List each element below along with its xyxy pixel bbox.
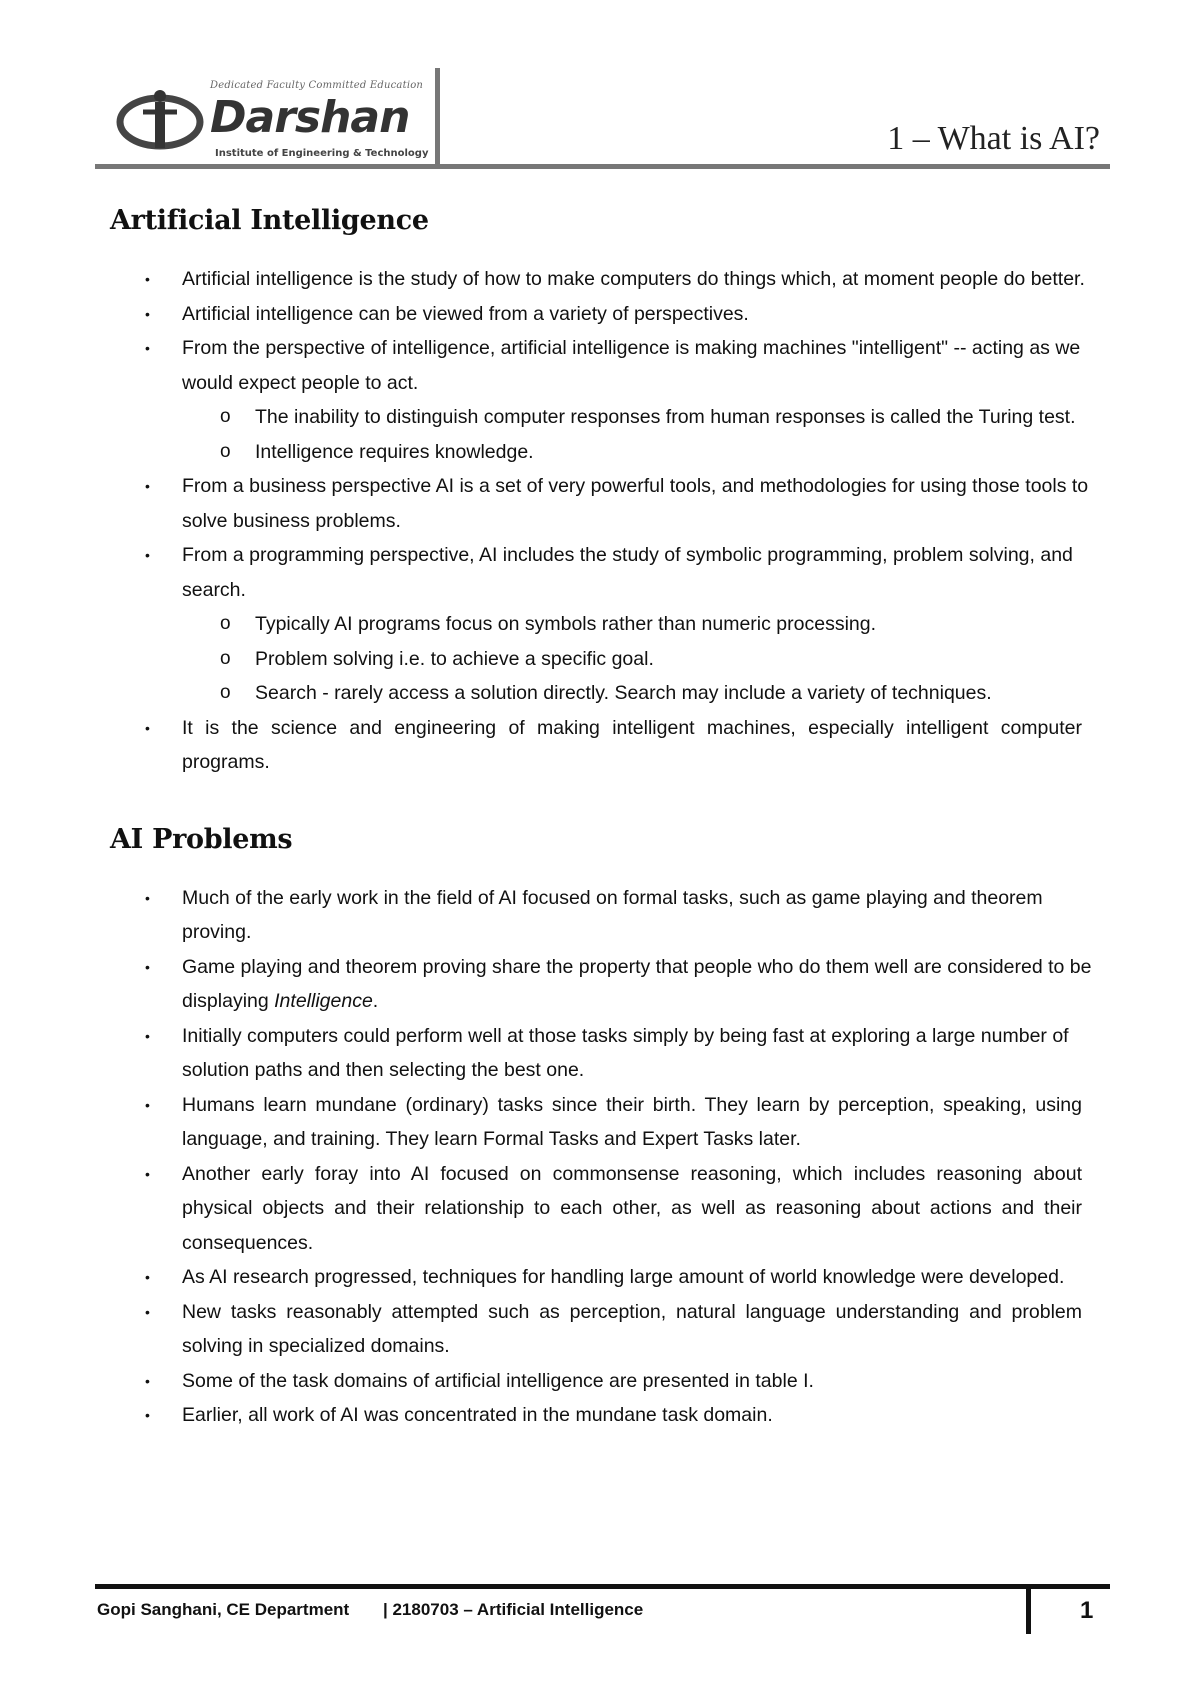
circle-bullet-icon: o <box>220 682 231 703</box>
logo-tagline: Dedicated Faculty Committed Education <box>210 80 424 91</box>
bullet-icon: • <box>145 889 150 906</box>
page-header <box>95 68 1110 168</box>
list-item <box>110 331 1110 469</box>
bullet-icon: • <box>145 719 150 736</box>
emphasis-text: Intelligence <box>274 990 373 1012</box>
list-item <box>110 881 1110 950</box>
sub-list-item <box>110 435 1110 470</box>
sub-list-item-text: Intelligence requires knowledge. <box>255 440 534 463</box>
section-list <box>110 262 1110 780</box>
bullet-icon: • <box>145 1269 150 1285</box>
footer-divider <box>1026 1584 1031 1634</box>
list-item-text: Initially computers could perform well at those tasks simply by being fast at exploring a large number of solution paths and then selecting the best one. <box>182 1024 1069 1081</box>
section-list <box>110 881 1110 1433</box>
list-item <box>110 538 1110 711</box>
circle-bullet-icon: o <box>220 647 231 669</box>
list-item <box>110 1260 1110 1295</box>
bullet-icon: • <box>145 1165 150 1182</box>
logo-subbrand: Institute of Engineering & Technology <box>215 148 429 159</box>
institute-logo <box>115 80 435 160</box>
list-item-text: Earlier, all work of AI was concentrated in the mundane task domain. <box>182 1404 773 1426</box>
section-heading: AI Problems <box>110 823 293 855</box>
list-item <box>110 297 1110 332</box>
logo-emblem-icon <box>115 88 205 152</box>
sub-list-item-text: Problem solving i.e. to achieve a specific goal. <box>255 647 654 670</box>
bullet-icon: • <box>145 1372 150 1389</box>
sub-list-item <box>110 642 1110 677</box>
circle-bullet-icon: o <box>220 613 231 634</box>
list-item-text: It is the science and engineering of making intelligent machines, especially intelligent computer programs. <box>182 716 1082 773</box>
sub-list-item <box>110 676 1110 711</box>
list-item-text: As AI research progressed, techniques for handling large amount of world knowledge were developed. <box>182 1266 1065 1288</box>
bullet-icon: • <box>145 305 150 322</box>
circle-bullet-icon: o <box>220 406 231 427</box>
list-item-text-end: . <box>372 990 379 1012</box>
list-item-text: Artificial intelligence is the study of how to make computers do things which, at moment people do better. <box>182 268 1085 290</box>
bullet-icon: • <box>145 1027 150 1044</box>
circle-bullet-icon: o <box>220 440 231 462</box>
list-item-text: Much of the early work in the field of AI focused on formal tasks, such as game playing and theorem proving. <box>182 886 1043 943</box>
sub-list-item <box>110 607 1110 642</box>
list-item <box>110 1157 1082 1261</box>
bullet-icon: • <box>145 1303 150 1320</box>
bullet-icon: • <box>145 271 150 287</box>
header-rule <box>95 164 1110 169</box>
list-item-text: Some of the task domains of artificial intelligence are presented in table I. <box>182 1369 814 1392</box>
list-item-text: Humans learn mundane (ordinary) tasks since their birth. They learn by perception, speaking, using language, and training. They learn Formal Tasks and Expert Tasks later. <box>182 1093 1082 1150</box>
section-heading: Artificial Intelligence <box>110 205 429 236</box>
list-item-text: From the perspective of intelligence, artificial intelligence is making machines "intelligent" -- acting as we would expect people to act. <box>182 337 1081 394</box>
list-item-text: Another early foray into AI focused on commonsense reasoning, which includes reasoning about physical objects and their relationship to each other, as well as reasoning about actions and their consequences. <box>182 1162 1082 1254</box>
list-item-text: Game playing and theorem proving share the property that people who do them well are considered to be displaying <box>182 955 1092 1012</box>
bullet-icon: • <box>145 958 150 975</box>
page-number: 1 <box>1080 1597 1094 1624</box>
footer-author: Gopi Sanghani, CE Department <box>97 1600 350 1619</box>
footer-rule <box>95 1584 1110 1589</box>
list-item <box>110 711 1082 780</box>
list-item <box>110 1364 1110 1399</box>
header-divider <box>435 68 440 164</box>
bullet-icon: • <box>145 1407 150 1423</box>
sub-list-item-text: Typically AI programs focus on symbols rather than numeric processing. <box>255 613 877 635</box>
list-item <box>110 469 1110 538</box>
sub-list-item-text: The inability to distinguish computer responses from human responses is called the Turing test. <box>255 406 1076 428</box>
list-item <box>110 1295 1082 1364</box>
list-item <box>110 1398 1110 1433</box>
chapter-title: 1 – What is AI? <box>887 120 1100 157</box>
list-item-text: Artificial intelligence can be viewed from a variety of perspectives. <box>182 302 749 325</box>
logo-brand: Darshan <box>210 92 410 143</box>
bullet-icon: • <box>145 1096 150 1113</box>
list-item <box>110 262 1110 297</box>
list-item <box>110 1019 1110 1088</box>
sub-list <box>182 607 1110 711</box>
document-body <box>110 205 1110 1433</box>
sub-list <box>182 400 1110 469</box>
list-item-text: From a programming perspective, AI includes the study of symbolic programming, problem solving, and search. <box>182 544 1073 601</box>
footer-course: | 2180703 – Artificial Intelligence <box>383 1600 644 1619</box>
list-item <box>110 1088 1082 1157</box>
list-item-text: New tasks reasonably attempted such as perception, natural language understanding and problem solving in specialized domains. <box>182 1300 1082 1357</box>
bullet-icon: • <box>145 547 150 563</box>
list-item-text: From a business perspective AI is a set of very powerful tools, and methodologies for using those tools to solve business problems. <box>182 475 1089 532</box>
list-item <box>110 950 1110 1019</box>
sub-list-item <box>110 400 1110 435</box>
bullet-icon: • <box>145 478 150 494</box>
sub-list-item-text: Search - rarely access a solution directly. Search may include a variety of techniques. <box>255 682 992 704</box>
bullet-icon: • <box>145 340 150 356</box>
